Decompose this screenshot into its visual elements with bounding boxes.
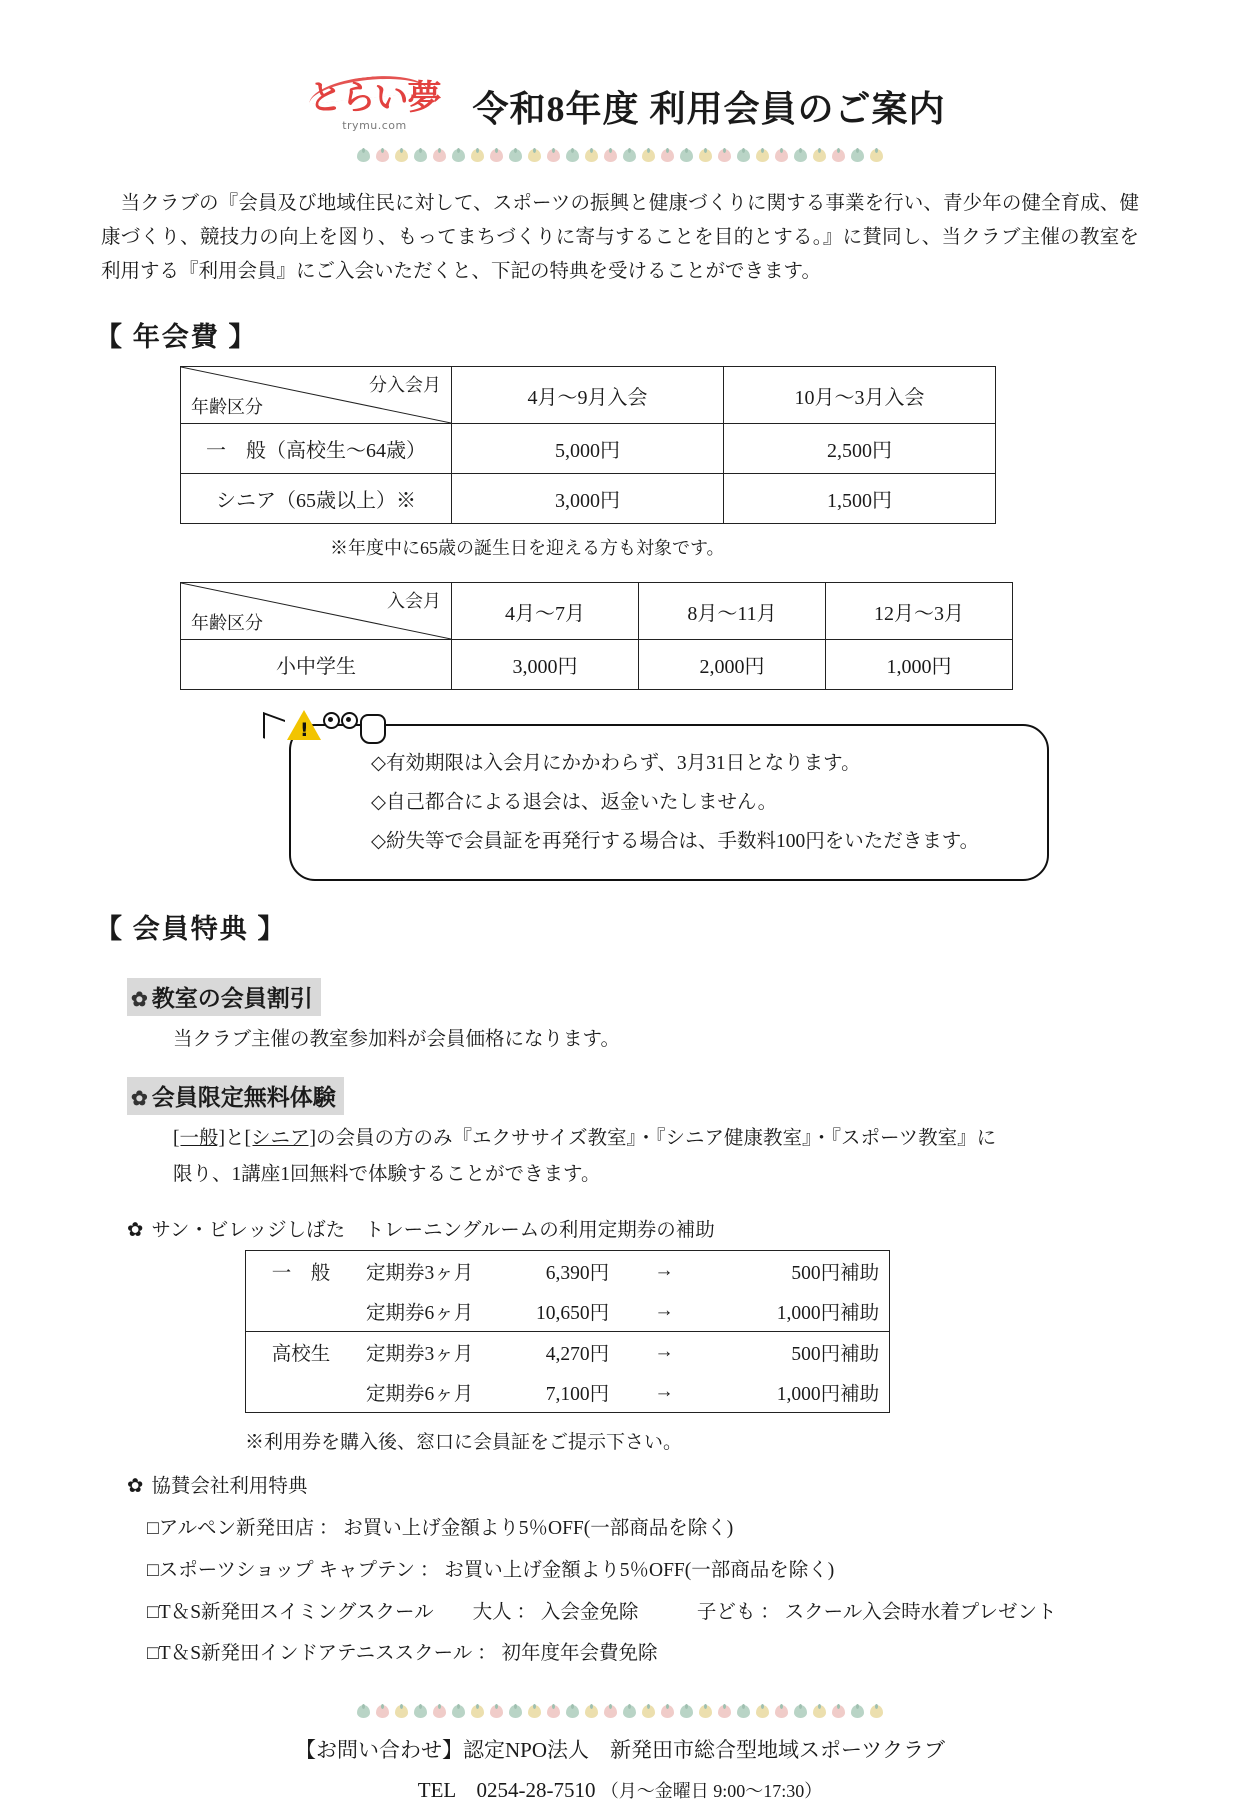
benefit-body-2 bbox=[173, 1121, 1145, 1191]
list-item: □スポーツショップ キャプテン ： お買い上げ金額より5％OFF(一部商品を除く) bbox=[147, 1559, 835, 1581]
column-header: 8月～11月 bbox=[639, 583, 826, 640]
cell-subsidy: 1,000円補助 bbox=[709, 1372, 890, 1413]
cell-ticket: 定期券3ヶ月 bbox=[356, 1250, 526, 1291]
sponsor-list bbox=[147, 1508, 1145, 1676]
benefit-title-text: 会員限定無料体験 bbox=[151, 1085, 336, 1111]
section-heading-fee: 【 年会費 】 bbox=[95, 322, 258, 353]
flower-bullet-icon: ✿ bbox=[131, 989, 148, 1012]
page-title: 令和8年度 利用会員のご案内 bbox=[472, 88, 946, 129]
benefit-body-rest: の会員の方のみ『エクササイズ教室』・『シニア健康教室』・『スポーツ教室』に bbox=[316, 1128, 997, 1150]
cell-price: 4,270円 bbox=[545, 1343, 610, 1365]
document-footer bbox=[95, 1731, 1145, 1811]
training-subsidy-table bbox=[245, 1250, 890, 1413]
cell-ticket: 定期券6ヶ月 bbox=[356, 1372, 526, 1413]
tag-general: [一般] bbox=[173, 1128, 225, 1150]
benefit-body-line2: 限り、1講座1回無料で体験することができます。 bbox=[173, 1163, 601, 1185]
cell-subsidy: 500円補助 bbox=[709, 1331, 890, 1372]
cell-value: 2,500円 bbox=[724, 424, 996, 474]
list-item: □アルペン新発田店 ： お買い上げ金額より5％OFF(一部商品を除く) bbox=[147, 1517, 734, 1539]
notice-callout-wrapper bbox=[95, 724, 1145, 881]
flower-bullet-icon: ✿ bbox=[127, 1219, 144, 1241]
document-header bbox=[95, 73, 1145, 139]
row-label: 小中学生 bbox=[181, 640, 452, 690]
arrow-icon: → bbox=[619, 1291, 709, 1332]
logo-domain: trymu.com bbox=[342, 118, 407, 132]
motion-lines-icon bbox=[263, 712, 285, 746]
table-row bbox=[246, 1250, 890, 1291]
notice-line: ◇有効期限は入会月にかかわらず、3月31日となります。 bbox=[371, 753, 861, 775]
table-row bbox=[181, 424, 996, 474]
cell-value: 2,000円 bbox=[639, 640, 826, 690]
table-row bbox=[246, 1291, 890, 1332]
logo bbox=[294, 73, 454, 139]
row-label: 一 般（高校生～64歳） bbox=[181, 424, 452, 474]
column-header: 4月～9月入会 bbox=[452, 367, 724, 424]
warning-icon-group bbox=[263, 710, 386, 744]
cell-price: 6,390円 bbox=[526, 1250, 619, 1291]
cell-category bbox=[246, 1372, 357, 1413]
row-label: シニア（65歳以上）※ bbox=[181, 474, 452, 524]
cell-value: 5,000円 bbox=[452, 424, 724, 474]
sponsor-title-text: 協賛会社利用特典 bbox=[151, 1475, 308, 1497]
warning-triangle-icon bbox=[287, 710, 321, 740]
cell-category bbox=[246, 1291, 357, 1332]
benefit-title-1 bbox=[127, 978, 321, 1016]
arrow-icon: → bbox=[619, 1250, 709, 1291]
fee-table-main bbox=[180, 366, 996, 524]
flower-divider-top bbox=[270, 145, 970, 165]
corner-cell bbox=[181, 367, 452, 424]
fee-table-note: ※年度中に65歳の誕生日を迎える方も対象です。 bbox=[330, 538, 725, 559]
cell-value: 3,000円 bbox=[452, 640, 639, 690]
cell-value: 3,000円 bbox=[452, 474, 724, 524]
table-row bbox=[246, 1331, 890, 1372]
arrow-icon: → bbox=[654, 1340, 674, 1362]
table-header-row bbox=[181, 583, 1013, 640]
training-title-text: サン・ビレッジしばた トレーニングルームの利用定期券の補助 bbox=[151, 1219, 715, 1241]
section-heading-benefits: 【 会員特典 】 bbox=[95, 914, 287, 945]
sponsor-title bbox=[127, 1470, 1145, 1498]
table-row bbox=[181, 640, 1013, 690]
cell-category: 一 般 bbox=[246, 1250, 357, 1291]
table-row bbox=[181, 474, 996, 524]
cell-ticket: 定期券3ヶ月 bbox=[366, 1343, 474, 1365]
list-item: □T＆S新発田スイミングスクール 大人 ： 入会金免除 子ども ： スクール入会時水着プレゼント bbox=[147, 1601, 1057, 1623]
column-header: 4月～7月 bbox=[452, 583, 639, 640]
contact-line: 【お問い合わせ】認定NPO法人 新発田市総合型地域スポーツクラブ bbox=[295, 1738, 945, 1763]
column-header: 10月～3月入会 bbox=[724, 367, 996, 424]
cell-value: 1,000円 bbox=[826, 640, 1013, 690]
flower-bullet-icon: ✿ bbox=[131, 1088, 148, 1111]
intro-text: 当クラブの『会員及び地域住民に対して、スポーツの振興と健康づくりに関する事業を行い、青少年の健全育成、健康づくり、競技力の向上を図り、もってまちづくりに寄与することを目的とする。』に賛同し、当クラブ主催の教室を利用する『利用会員』にご入会いただくと、下記の特典を受けることができます。 bbox=[101, 193, 1139, 283]
arrow-icon: → bbox=[619, 1372, 709, 1413]
cell-category: 高校生 bbox=[246, 1331, 357, 1372]
list-item: □T＆S新発田インドアテニススクール ： 初年度年会費免除 bbox=[147, 1643, 658, 1665]
intro-paragraph bbox=[95, 187, 1145, 289]
cell-subsidy: 1,000円補助 bbox=[709, 1291, 890, 1332]
corner-label-bottom: 年齢区分 bbox=[191, 613, 263, 634]
training-note: ※利用券を購入後、窓口に会員証をご提示下さい。 bbox=[245, 1431, 683, 1453]
benefit-title-2 bbox=[127, 1077, 344, 1115]
tag-senior: [シニア] bbox=[244, 1128, 317, 1150]
fee-table-student bbox=[180, 582, 1013, 690]
notice-callout bbox=[289, 724, 1049, 881]
corner-label-top: 入会月 bbox=[387, 591, 441, 612]
notice-line: ◇自己都合による退会は、返金いたしません。 bbox=[371, 792, 778, 814]
business-hours: （月～金曜日 9:00～17:30） bbox=[600, 1781, 823, 1802]
notice-line: ◇紛失等で会員証を再発行する場合は、手数料100円をいただきます。 bbox=[371, 831, 980, 853]
corner-label-top: 分入会月 bbox=[369, 375, 441, 396]
flower-divider-bottom bbox=[270, 1701, 970, 1721]
benefit-body-1: 当クラブ主催の教室参加料が会員価格になります。 bbox=[173, 1029, 620, 1051]
training-title bbox=[127, 1214, 1145, 1242]
benefit-title-text: 教室の会員割引 bbox=[151, 986, 313, 1012]
telephone-line bbox=[95, 1771, 1145, 1811]
cell-price: 7,100円 bbox=[526, 1372, 619, 1413]
flower-bullet-icon: ✿ bbox=[127, 1475, 144, 1497]
cell-ticket: 定期券6ヶ月 bbox=[356, 1291, 526, 1332]
pointing-hand-icon bbox=[360, 714, 386, 744]
corner-label-bottom: 年齢区分 bbox=[191, 397, 263, 418]
cell-price: 10,650円 bbox=[526, 1291, 619, 1332]
logo-text: とらい夢 bbox=[308, 77, 441, 118]
eyes-icon bbox=[323, 712, 358, 729]
corner-cell bbox=[181, 583, 452, 640]
conjunction: と bbox=[225, 1128, 245, 1150]
cell-value: 1,500円 bbox=[724, 474, 996, 524]
cell-subsidy: 500円補助 bbox=[709, 1250, 890, 1291]
telephone-number: TEL 0254-28-7510 bbox=[417, 1778, 596, 1803]
column-header: 12月～3月 bbox=[826, 583, 1013, 640]
table-header-row bbox=[181, 367, 996, 424]
table-row bbox=[246, 1372, 890, 1413]
